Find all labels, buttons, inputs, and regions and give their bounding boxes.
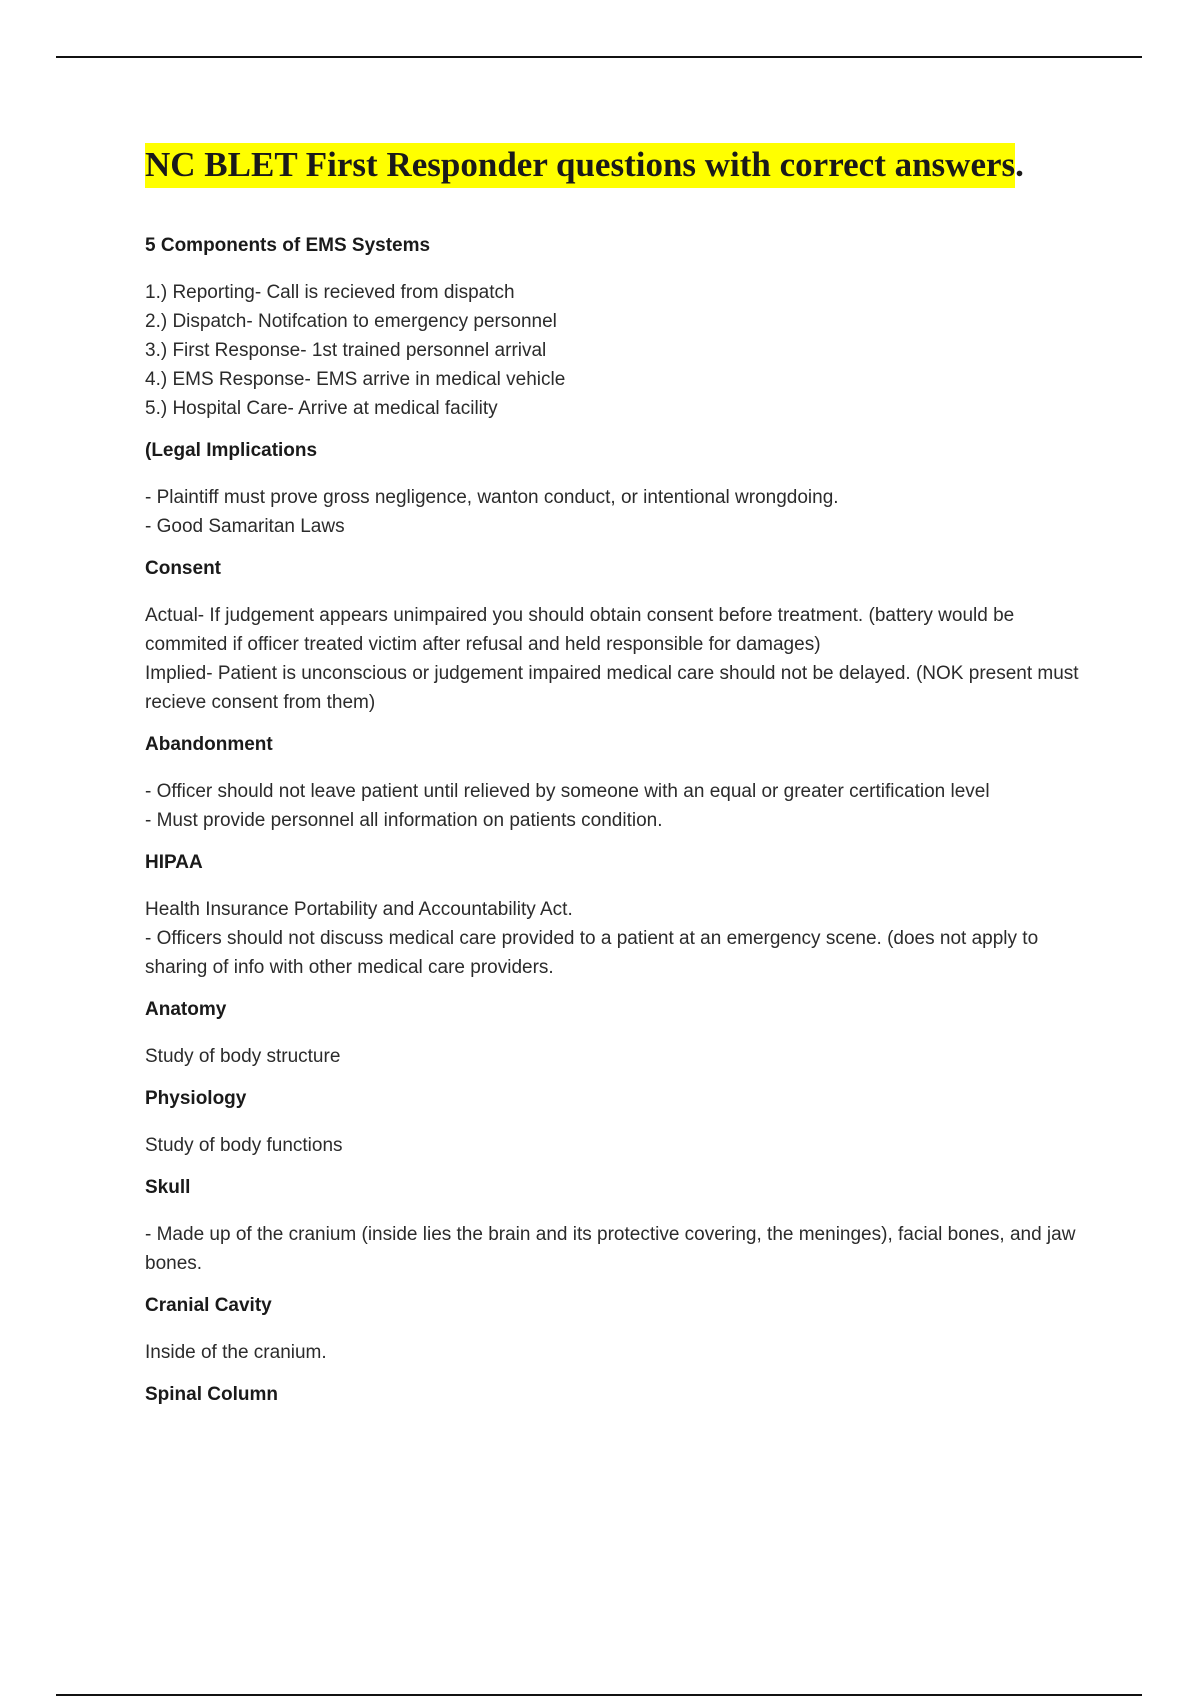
card-hipaa bbox=[145, 850, 1095, 982]
answer-text bbox=[145, 777, 1095, 835]
answer-line: Inside of the cranium. bbox=[145, 1342, 327, 1363]
answer-line: Study of body functions bbox=[145, 1135, 343, 1156]
answer-line: - Must provide personnel all information on patients condition. bbox=[145, 810, 663, 831]
answer-line: 5.) Hospital Care- Arrive at medical facility bbox=[145, 398, 498, 419]
card-spinal-column bbox=[145, 1382, 1095, 1408]
card-ems-components bbox=[145, 233, 1095, 423]
question-heading: Anatomy bbox=[145, 999, 227, 1020]
top-rule bbox=[56, 56, 1142, 58]
answer-text bbox=[145, 601, 1095, 717]
card-cranial-cavity bbox=[145, 1293, 1095, 1367]
card-abandonment bbox=[145, 732, 1095, 835]
answer-line: Actual- If judgement appears unimpaired you should obtain consent before treatment. (battery would be commited if officer treated victim after refusal and held responsible for damages) bbox=[145, 605, 1015, 655]
answer-line: Health Insurance Portability and Accountability Act. bbox=[145, 899, 573, 920]
question-heading: Skull bbox=[145, 1177, 191, 1198]
answer-line: 3.) First Response- 1st trained personnel arrival bbox=[145, 340, 547, 361]
answer-text bbox=[145, 483, 1095, 541]
answer-line: Study of body structure bbox=[145, 1046, 341, 1067]
bottom-rule bbox=[56, 1694, 1142, 1696]
question-heading: (Legal Implications bbox=[145, 440, 318, 461]
answer-text bbox=[145, 278, 1095, 423]
title-period: . bbox=[1015, 145, 1024, 184]
card-physiology bbox=[145, 1086, 1095, 1160]
answer-text bbox=[145, 1131, 1095, 1160]
answer-line: 1.) Reporting- Call is recieved from dispatch bbox=[145, 282, 515, 303]
answer-text bbox=[145, 1338, 1095, 1367]
question-heading: Spinal Column bbox=[145, 1384, 278, 1405]
card-skull bbox=[145, 1175, 1095, 1278]
card-consent bbox=[145, 556, 1095, 717]
answer-line: Implied- Patient is unconscious or judgement impaired medical care should not be delayed. (NOK present must recieve consent from them) bbox=[145, 663, 1079, 713]
question-heading: 5 Components of EMS Systems bbox=[145, 235, 431, 256]
answer-line: - Made up of the cranium (inside lies the brain and its protective covering, the meninges), facial bones, and jaw bones. bbox=[145, 1224, 1076, 1274]
page-title bbox=[145, 143, 1024, 188]
answer-line: - Officer should not leave patient until relieved by someone with an equal or greater certification level bbox=[145, 781, 990, 802]
answer-text bbox=[145, 895, 1095, 982]
question-heading: Physiology bbox=[145, 1088, 247, 1109]
question-heading: HIPAA bbox=[145, 852, 203, 873]
card-legal-implications bbox=[145, 438, 1095, 541]
question-heading: Cranial Cavity bbox=[145, 1295, 272, 1316]
document-body bbox=[145, 143, 1095, 1427]
answer-line: 4.) EMS Response- EMS arrive in medical vehicle bbox=[145, 369, 566, 390]
answer-line: - Good Samaritan Laws bbox=[145, 516, 345, 537]
answer-line: - Officers should not discuss medical care provided to a patient at an emergency scene. (does not apply to sharing of info with other medical care providers. bbox=[145, 928, 1039, 978]
title-block bbox=[145, 143, 1095, 187]
title-highlight: NC BLET First Responder questions with correct answers bbox=[145, 143, 1015, 188]
answer-line: - Plaintiff must prove gross negligence, wanton conduct, or intentional wrongdoing. bbox=[145, 487, 839, 508]
answer-line: 2.) Dispatch- Notifcation to emergency personnel bbox=[145, 311, 557, 332]
question-heading: Consent bbox=[145, 558, 221, 579]
answer-text bbox=[145, 1220, 1095, 1278]
card-anatomy bbox=[145, 997, 1095, 1071]
question-heading: Abandonment bbox=[145, 734, 273, 755]
answer-text bbox=[145, 1042, 1095, 1071]
